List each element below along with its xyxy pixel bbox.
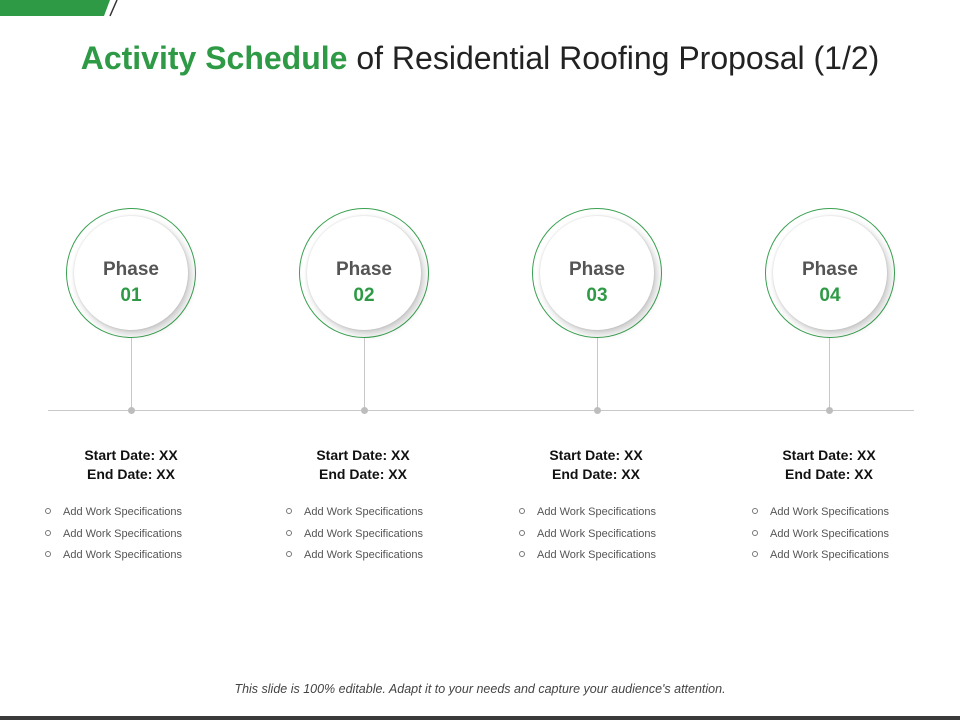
- bullet-icon: [286, 551, 292, 557]
- end-date: End Date: XX: [785, 466, 873, 482]
- phase-label: Phase: [802, 259, 858, 280]
- spec-item: Add Work Specifications: [752, 524, 889, 546]
- spec-item: Add Work Specifications: [519, 502, 656, 524]
- phase-circle-inner: [540, 216, 654, 330]
- phase-number: 01: [120, 285, 142, 306]
- spec-list: [752, 502, 889, 567]
- bottom-bar: [0, 716, 960, 720]
- bullet-icon: [519, 551, 525, 557]
- phase-number: 02: [353, 285, 375, 306]
- spec-item: Add Work Specifications: [45, 524, 182, 546]
- start-date: Start Date: XX: [84, 447, 178, 463]
- end-date: End Date: XX: [552, 466, 640, 482]
- phase-connector: [364, 338, 365, 410]
- phase-dates: [263, 446, 463, 484]
- spec-item: Add Work Specifications: [286, 502, 423, 524]
- phase-circle: [532, 208, 662, 338]
- spec-item: Add Work Specifications: [45, 545, 182, 567]
- phase-connector: [597, 338, 598, 410]
- spec-item: Add Work Specifications: [752, 545, 889, 567]
- phase-circle-inner: [773, 216, 887, 330]
- phase-label: Phase: [336, 259, 392, 280]
- phase-circle: [299, 208, 429, 338]
- spec-item: Add Work Specifications: [286, 545, 423, 567]
- spec-item: Add Work Specifications: [286, 524, 423, 546]
- timeline-dot: [361, 407, 368, 414]
- spec-list: [519, 502, 656, 567]
- bullet-icon: [752, 530, 758, 536]
- start-date: Start Date: XX: [782, 447, 876, 463]
- start-date: Start Date: XX: [549, 447, 643, 463]
- phase-dates: [729, 446, 929, 484]
- end-date: End Date: XX: [319, 466, 407, 482]
- timeline-dot: [826, 407, 833, 414]
- title-accent: Activity Schedule: [80, 40, 348, 76]
- bullet-icon: [752, 508, 758, 514]
- spec-item: Add Work Specifications: [45, 502, 182, 524]
- spec-list: [286, 502, 423, 567]
- bullet-icon: [286, 530, 292, 536]
- bullet-icon: [519, 530, 525, 536]
- phase-number: 04: [819, 285, 841, 306]
- phase-circle-inner: [307, 216, 421, 330]
- spec-item: Add Work Specifications: [519, 524, 656, 546]
- phase-connector: [829, 338, 830, 410]
- phase-dates: [496, 446, 696, 484]
- bullet-icon: [286, 508, 292, 514]
- phase-number: 03: [586, 285, 608, 306]
- timeline-dot: [594, 407, 601, 414]
- start-date: Start Date: XX: [316, 447, 410, 463]
- spec-item: Add Work Specifications: [519, 545, 656, 567]
- phase-circle: [765, 208, 895, 338]
- bullet-icon: [519, 508, 525, 514]
- spec-item: Add Work Specifications: [752, 502, 889, 524]
- phase-label: Phase: [103, 259, 159, 280]
- bullet-icon: [752, 551, 758, 557]
- title-rest: of Residential Roofing Proposal (1/2): [347, 40, 880, 76]
- end-date: End Date: XX: [87, 466, 175, 482]
- phase-label: Phase: [569, 259, 625, 280]
- footer-note: This slide is 100% editable. Adapt it to your needs and capture your audience's attention.: [234, 682, 726, 696]
